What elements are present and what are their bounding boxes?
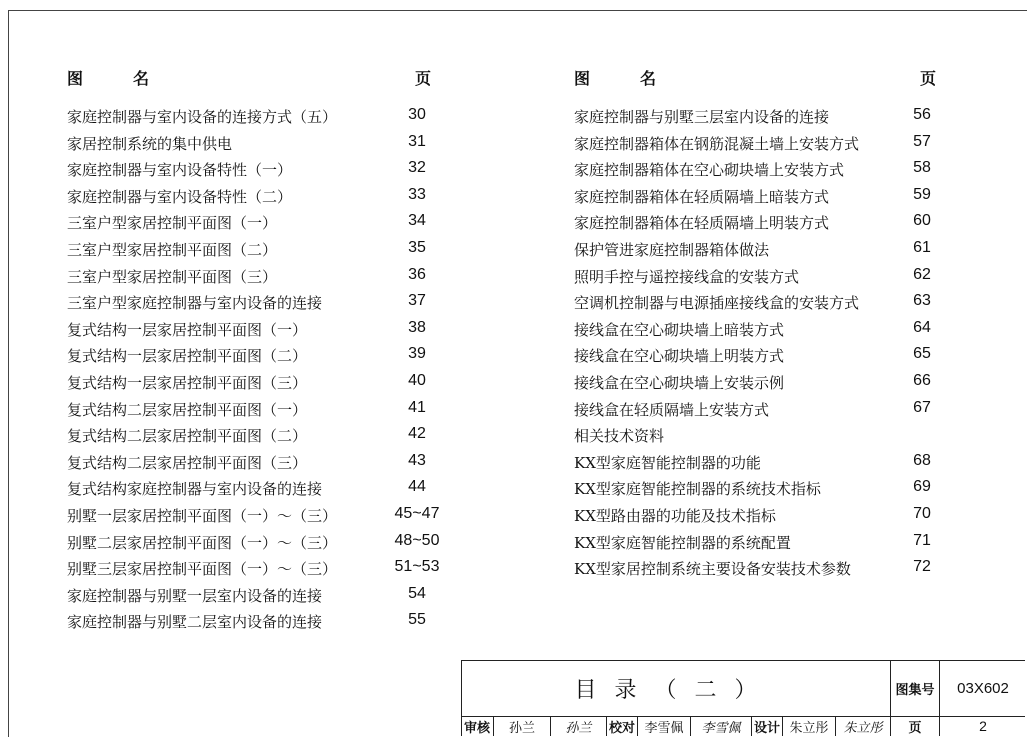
check-label: 校对 xyxy=(606,716,637,736)
toc-entry-page: 34 xyxy=(408,212,426,230)
toc-entry-title: 家庭控制器与别墅一层室内设备的连接 xyxy=(67,586,323,605)
toc-entry-title: 接线盒在轻质隔墙上安装方式 xyxy=(574,400,770,419)
toc-entry-page: 45~47 xyxy=(394,504,440,522)
toc-entry xyxy=(67,341,447,368)
toc-entry-title: KX型家庭智能控制器的系统配置 xyxy=(574,533,791,552)
toc-entry xyxy=(574,315,944,342)
toc-entry-page: 59 xyxy=(913,185,931,203)
reviewer-signature: 孙兰 xyxy=(550,716,606,736)
toc-entry-title: 家庭控制器箱体在轻质隔墙上明装方式 xyxy=(574,214,830,233)
toc-entry xyxy=(67,182,447,209)
toc-entry-title: 家居控制系统的集中供电 xyxy=(67,134,233,153)
toc-entry-title: 接线盒在空心砌块墙上安装示例 xyxy=(574,373,785,392)
toc-entry-title: 接线盒在空心砌块墙上明装方式 xyxy=(574,347,785,366)
toc-entry-page: 40 xyxy=(408,371,426,389)
toc-entry-page: 44 xyxy=(408,478,426,496)
toc-entry-title: 复式结构家庭控制器与室内设备的连接 xyxy=(67,480,323,499)
toc-entry xyxy=(67,155,447,182)
toc-entry xyxy=(67,208,447,235)
toc-entry-page: 63 xyxy=(913,292,931,310)
toc-entry xyxy=(574,448,944,475)
toc-entry xyxy=(67,581,447,608)
toc-entry xyxy=(574,528,944,555)
reviewer-name: 孙兰 xyxy=(493,716,550,736)
toc-entry xyxy=(67,235,447,262)
toc-entry xyxy=(574,262,944,289)
drawing-title: 目录（二） xyxy=(574,678,775,703)
toc-entry xyxy=(574,102,944,129)
atlas-number-label: 图集号 xyxy=(890,661,939,716)
toc-entry-page: 54 xyxy=(408,584,426,602)
checker-signature: 李雪佩 xyxy=(690,716,751,736)
toc-entry-title: 复式结构二层家居控制平面图（三） xyxy=(67,453,308,472)
title-block xyxy=(461,660,1025,736)
toc-entry-title: 三室户型家居控制平面图（一） xyxy=(67,214,278,233)
toc-entry xyxy=(67,528,447,555)
toc-entry-title: KX型家庭智能控制器的系统技术指标 xyxy=(574,480,821,499)
toc-entry-page: 48~50 xyxy=(394,531,440,549)
toc-entry-title: 相关技术资料 xyxy=(574,427,665,446)
toc-entry-page: 66 xyxy=(913,371,931,389)
toc-entry xyxy=(574,421,944,448)
toc-entry-page: 42 xyxy=(408,425,426,443)
atlas-number: 03X602 xyxy=(939,661,1026,716)
toc-entry-page: 61 xyxy=(913,238,931,256)
toc-entry xyxy=(574,155,944,182)
toc-entry-title: 别墅三层家居控制平面图（一）～（三） xyxy=(67,560,338,579)
toc-entry-title: 复式结构一层家居控制平面图（三） xyxy=(67,373,308,392)
toc-entry-page: 67 xyxy=(913,398,931,416)
checker-name: 李雪佩 xyxy=(637,716,690,736)
toc-entry-page: 71 xyxy=(913,531,931,549)
design-label: 设计 xyxy=(751,716,782,736)
toc-entry-title: 复式结构一层家居控制平面图（一） xyxy=(67,320,308,339)
toc-entry xyxy=(574,501,944,528)
toc-entry xyxy=(574,182,944,209)
toc-entry xyxy=(67,102,447,129)
toc-column-right xyxy=(574,64,944,581)
page-label: 页 xyxy=(890,716,939,736)
toc-entry-page: 35 xyxy=(408,238,426,256)
toc-entry xyxy=(67,607,447,634)
toc-entry-page: 38 xyxy=(408,318,426,336)
toc-entry xyxy=(574,208,944,235)
toc-entry-page: 41 xyxy=(408,398,426,416)
toc-entry xyxy=(67,368,447,395)
toc-entry-title: KX型家庭智能控制器的功能 xyxy=(574,453,761,472)
toc-entry-page: 56 xyxy=(913,106,931,123)
header-name-label: 图名 xyxy=(67,69,200,88)
toc-entry-title: 家庭控制器箱体在轻质隔墙上暗装方式 xyxy=(574,187,830,206)
toc-entry-title: 家庭控制器与别墅三层室内设备的连接 xyxy=(574,108,830,126)
toc-list-right xyxy=(574,102,944,581)
toc-entry-title: 复式结构二层家居控制平面图（一） xyxy=(67,400,308,419)
toc-entry xyxy=(67,395,447,422)
toc-entry xyxy=(67,421,447,448)
toc-entry-page: 43 xyxy=(408,451,426,469)
toc-entry xyxy=(67,554,447,581)
toc-entry-title: 家庭控制器箱体在空心砌块墙上安装方式 xyxy=(574,161,845,180)
toc-entry xyxy=(67,288,447,315)
toc-entry-page: 57 xyxy=(913,132,931,150)
page-number: 2 xyxy=(939,716,1026,736)
toc-entry xyxy=(574,129,944,156)
toc-entry-title: 家庭控制器与室内设备特性（一） xyxy=(67,161,293,180)
toc-entry-page: 55 xyxy=(408,611,426,629)
toc-entry-page: 72 xyxy=(913,558,931,576)
toc-entry xyxy=(67,315,447,342)
toc-entry-title: 家庭控制器箱体在钢筋混凝土墙上安装方式 xyxy=(574,134,860,153)
toc-entry-title: KX型路由器的功能及技术指标 xyxy=(574,506,776,525)
toc-header xyxy=(574,64,944,90)
toc-entry-page: 68 xyxy=(913,451,931,469)
toc-entry-title: 三室户型家庭控制器与室内设备的连接 xyxy=(67,294,323,313)
toc-entry xyxy=(574,368,944,395)
toc-entry-title: 家庭控制器与别墅二层室内设备的连接 xyxy=(67,613,323,632)
toc-entry-page: 58 xyxy=(913,159,931,177)
toc-header xyxy=(67,64,447,90)
toc-entry-title: 别墅一层家居控制平面图（一）～（三） xyxy=(67,506,338,525)
toc-entry-title: 家庭控制器与室内设备特性（二） xyxy=(67,187,293,206)
toc-entry xyxy=(574,474,944,501)
toc-entry-title: 三室户型家居控制平面图（二） xyxy=(67,240,278,259)
toc-entry-title: 空调机控制器与电源插座接线盒的安装方式 xyxy=(574,294,860,313)
toc-entry-title: 别墅二层家居控制平面图（一）～（三） xyxy=(67,533,338,552)
toc-entry-page: 39 xyxy=(408,345,426,363)
toc-entry-page: 70 xyxy=(913,504,931,522)
toc-entry-page: 62 xyxy=(913,265,931,283)
toc-entry-page: 65 xyxy=(913,345,931,363)
toc-entry xyxy=(67,448,447,475)
toc-entry-title: 三室户型家居控制平面图（三） xyxy=(67,267,278,286)
toc-entry-title: 复式结构二层家居控制平面图（二） xyxy=(67,427,308,446)
toc-entry xyxy=(67,129,447,156)
designer-signature: 朱立彤 xyxy=(835,716,890,736)
toc-entry-title: 家庭控制器与室内设备的连接方式（五） xyxy=(67,108,338,126)
toc-list-left xyxy=(67,102,447,634)
toc-entry-page: 60 xyxy=(913,212,931,230)
header-name-label: 图名 xyxy=(574,69,707,88)
toc-entry-page: 64 xyxy=(913,318,931,336)
toc-entry xyxy=(67,262,447,289)
toc-entry xyxy=(574,554,944,581)
toc-entry-page: 37 xyxy=(408,292,426,310)
toc-entry xyxy=(574,235,944,262)
toc-entry-title: 复式结构一层家居控制平面图（二） xyxy=(67,347,308,366)
toc-entry-title: 接线盒在空心砌块墙上暗装方式 xyxy=(574,320,785,339)
toc-entry xyxy=(67,474,447,501)
header-page-label: 页 xyxy=(415,69,432,88)
toc-entry xyxy=(574,288,944,315)
toc-entry-page: 33 xyxy=(408,185,426,203)
toc-entry-page: 69 xyxy=(913,478,931,496)
review-label: 审核 xyxy=(463,720,490,736)
toc-entry-page: 36 xyxy=(408,265,426,283)
toc-entry-title: 照明手控与遥控接线盒的安装方式 xyxy=(574,267,800,286)
toc-entry-title: 保护管进家庭控制器箱体做法 xyxy=(574,240,770,259)
toc-entry xyxy=(574,341,944,368)
toc-entry-page: 31 xyxy=(408,132,426,150)
header-page-label: 页 xyxy=(920,69,937,88)
toc-entry xyxy=(67,501,447,528)
toc-entry-page: 30 xyxy=(408,106,426,123)
toc-entry-page: 32 xyxy=(408,159,426,177)
toc-entry-title: KX型家居控制系统主要设备安装技术参数 xyxy=(574,560,851,579)
toc-column-left xyxy=(67,64,447,634)
designer-name: 朱立彤 xyxy=(782,716,835,736)
toc-entry-page: 51~53 xyxy=(394,558,440,576)
toc-entry xyxy=(574,395,944,422)
